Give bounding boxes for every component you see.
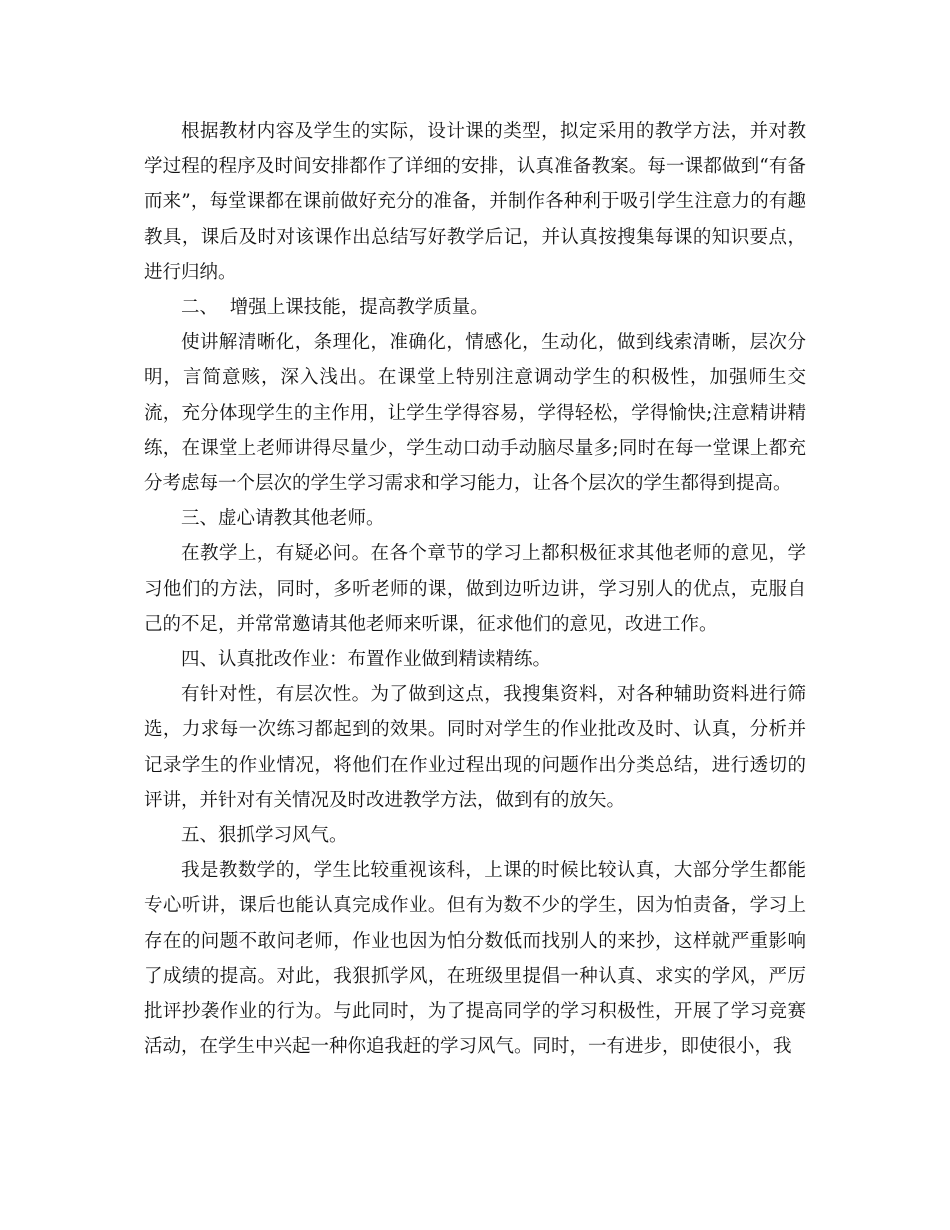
paragraph-teaching-skills: 使讲解清晰化，条理化，准确化，情感化，生动化，做到线索清晰，层次分明，言简意赅，深入浅出。在课堂上特别注意调动学生的积极性，加强师生交流，充分体现学生的主作用，让学生学得容易，学得轻松，学得愉快;注意精讲精练，在课堂上老师讲得尽量少，学生动口动手动脑尽量多;同时在每一堂课上都充分考虑每一个层次的学生学习需求和学习能力，让各个层次的学生都得到提高。 [144,332,806,495]
section-heading-5: 五、狠抓学习风气。 [181,825,348,847]
section-heading-3: 三、虚心请教其他老师。 [181,508,385,530]
paragraph-homework: 有针对性，有层次性。为了做到这点，我搜集资料，对各种辅助资料进行筛选，力求每一次练习都起到的效果。同时对学生的作业批改及时、认真，分析并记录学生的作业情况，将他们在作业过程出现的问题作出分类总结，进行透切的评讲，并针对有关情况及时改进教学方法，做到有的放矢。 [144,684,806,811]
paragraph-lesson-preparation: 根据教材内容及学生的实际，设计课的类型，拟定采用的教学方法，并对教学过程的程序及时间安排都作了详细的安排，认真准备教案。每一课都做到“有备而来”，每堂课都在课前做好充分的准备，并制作各种利于吸引学生注意力的有趣教具，课后及时对该课作出总结写好教学后记，并认真按搜集每课的知识要点，进行归纳。 [144,121,806,283]
paragraph-study-atmosphere: 我是教数学的，学生比较重视该科，上课的时候比较认真，大部分学生都能专心听讲，课后也能认真完成作业。但有为数不少的学生，因为怕责备，学习上存在的问题不敢问老师，作业也因为怕分数低而找别人的来抄，这样就严重影响了成绩的提高。对此，我狠抓学风，在班级里提倡一种认真、求实的学风，严厉批评抄袭作业的行为。与此同时，为了提高同学的学习积极性，开展了学习竞赛活动，在学生中兴起一种你追我赶的学习风气。同时，一有进步，即使很小，我 [144,860,806,1058]
section-heading-2: 二、 增强上课技能，提高教学质量。 [181,297,489,319]
document-body [144,114,806,1064]
section-heading-4: 四、认真批改作业：布置作业做到精读精练。 [181,649,552,671]
paragraph-consult-teachers: 在教学上，有疑必问。在各个章节的学习上都积极征求其他老师的意见，学习他们的方法，同时，多听老师的课，做到边听边讲，学习别人的优点，克服自己的不足，并常常邀请其他老师来听课，征求他们的意见，改进工作。 [144,543,806,635]
